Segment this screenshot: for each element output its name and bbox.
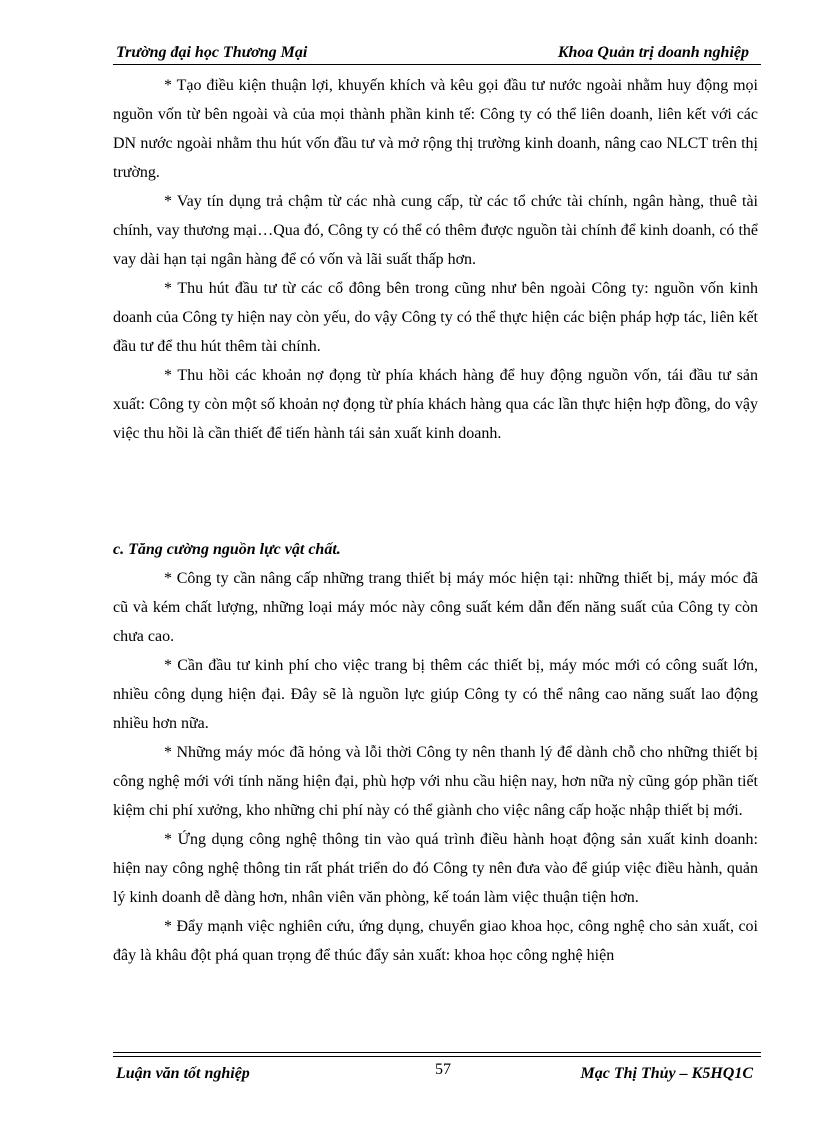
- section-heading: c. Tăng cường nguồn lực vật chất.: [113, 541, 341, 558]
- footer-rule-thin: [113, 1056, 761, 1057]
- header-university: Trường đại học Thương Mại: [116, 44, 308, 61]
- page-footer: [113, 1063, 761, 1083]
- paragraph-it-application: * Ứng dụng công nghệ thông tin vào quá trình điều hành hoạt động sản xuất kinh doanh: hiện nay công nghệ thông tin rất phát triển do đó Công ty nên đưa vào để giúp việc điều hành, quản lý kinh doanh dễ dàng hơn, nhân viên văn phòng, kế toán làm việc thuận tiện hơn.: [113, 831, 758, 906]
- paragraph-new-equipment: * Cần đầu tư kinh phí cho việc trang bị thêm các thiết bị, máy móc mới có công suất lớn, nhiều công dụng hiện đại. Đây sẽ là nguồn lực giúp Công ty có thể nâng cao năng suất lao động nhiều hơn nữa.: [113, 657, 758, 732]
- header-faculty: Khoa Quản trị doanh nghiệp: [557, 44, 749, 61]
- paragraph-debt-recovery: * Thu hồi các khoản nợ đọng từ phía khách hàng để huy động nguồn vốn, tái đầu tư sản xuất: Công ty còn một số khoản nợ đọng từ phía khách hàng qua các lần thực hiện hợp đồng, do vậy việc thu hồi là cần thiết để tiến hành tái sản xuất kinh doanh.: [113, 367, 758, 442]
- page-number: 57: [435, 1061, 451, 1078]
- footer-thesis-label: Luận văn tốt nghiệp: [116, 1065, 250, 1082]
- paragraph-liquidation: * Những máy móc đã hỏng và lỗi thời Công ty nên thanh lý để dành chỗ cho những thiết bị công nghệ mới với tính năng hiện đại, phù hợp với nhu cầu hiện nay, hơn nữa nỳ cũng góp phần tiết kiệm chi phí xưởng, kho những chi phí này có thể giành cho việc nâng cấp hoặc nhập thiết bị mới.: [113, 744, 758, 819]
- header-rule: [113, 64, 761, 65]
- paragraph-foreign-investment: * Tạo điều kiện thuận lợi, khuyến khích và kêu gọi đầu tư nước ngoài nhằm huy động mọi nguồn vốn từ bên ngoài và của mọi thành phần kinh tế: Công ty có thể liên doanh, liên kết với các DN nước ngoài nhằm thu hút vốn đầu tư và mở rộng thị trường kinh doanh, nâng cao NLCT trên thị trường.: [113, 77, 758, 181]
- footer-rule-thick: [113, 1052, 761, 1053]
- paragraph-research: * Đẩy mạnh việc nghiên cứu, ứng dụng, chuyển giao khoa học, công nghệ cho sản xuất, coi đây là khâu đột phá quan trọng để thúc đẩy sản xuất: khoa học công nghệ hiện: [113, 918, 758, 964]
- paragraph-equipment-upgrade: * Công ty cần nâng cấp những trang thiết bị máy móc hiện tại: những thiết bị, máy móc đã cũ và kém chất lượng, những loại máy móc này công suất kém dẫn đến năng suất của Công ty còn chưa cao.: [113, 570, 758, 645]
- page-header: [113, 44, 761, 64]
- paragraph-credit-loans: * Vay tín dụng trả chậm từ các nhà cung cấp, từ các tổ chức tài chính, ngân hàng, thuê tài chính, vay thương mại…Qua đó, Công ty có thể có thêm được nguồn tài chính để kinh doanh, có thể vay dài hạn tại ngân hàng để có vốn và lãi suất thấp hơn.: [113, 193, 758, 268]
- footer-author: Mạc Thị Thủy – K5HQ1C: [580, 1065, 753, 1082]
- document-body: [113, 71, 758, 970]
- paragraph-shareholder-investment: * Thu hút đầu tư từ các cổ đông bên trong cũng như bên ngoài Công ty: nguồn vốn kinh doanh của Công ty hiện nay còn yếu, do vậy Công ty có thể thực hiện các biện pháp hợp tác, liên kết đầu tư để thu hút thêm tài chính.: [113, 280, 758, 355]
